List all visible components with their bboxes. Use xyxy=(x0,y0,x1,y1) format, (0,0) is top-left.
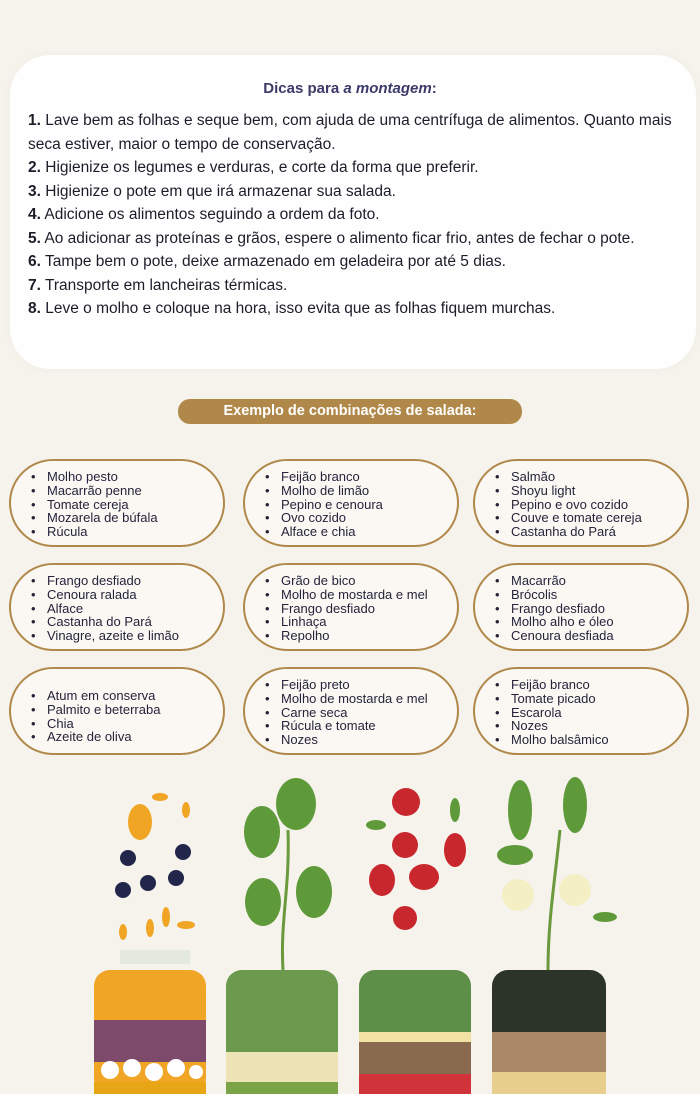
combo-ingredient: • Grão de bico xyxy=(267,574,428,588)
combo-ingredient: • Feijão branco xyxy=(267,470,383,484)
tips-title-suffix: : xyxy=(431,80,437,97)
tips-title xyxy=(0,80,700,97)
jar-1 xyxy=(94,793,206,1094)
tip-text: Adicione os alimentos seguindo a ordem da foto. xyxy=(40,206,380,223)
tip-number: 3. xyxy=(28,182,41,200)
tip-text: Higienize os legumes e verduras, e corte da forma que preferir. xyxy=(40,159,479,176)
combo-card xyxy=(473,667,689,755)
combo-ingredient: • Castanha do Pará xyxy=(497,525,642,539)
combo-ingredient: • Rúcula e tomate xyxy=(267,719,428,733)
tip-text: Higienize o pote em que irá armazenar sua salada. xyxy=(40,182,396,200)
combo-ingredient: • Shoyu light xyxy=(497,484,642,498)
tip-number: 4. xyxy=(28,206,41,223)
tips-title-prefix: Dicas para xyxy=(263,80,344,97)
combo-ingredient: • Molho pesto xyxy=(33,470,158,484)
tip-text: Lave bem as folhas e seque bem, com ajuda de uma centrífuga de alimentos. Quanto mais seca estiver, maior o tempo de conservação. xyxy=(28,112,672,153)
combo-ingredient: • Ovo cozido xyxy=(267,511,383,525)
combo-ingredient: • Feijão preto xyxy=(267,678,428,692)
combo-ingredient: • Brócolis xyxy=(497,588,614,602)
tips-title-emphasis: a montagem xyxy=(343,80,432,97)
combo-card xyxy=(9,459,225,547)
combo-ingredient: • Frango desfiado xyxy=(33,574,179,588)
combo-ingredient: • Tomate cereja xyxy=(33,498,158,512)
combo-ingredient: • Salmão xyxy=(497,470,642,484)
jar-3 xyxy=(359,788,471,1094)
tip-item xyxy=(28,109,693,156)
tip-item xyxy=(28,274,693,298)
combo-ingredient: • Molho de mostarda e mel xyxy=(267,588,428,602)
tip-item xyxy=(28,156,693,180)
combo-ingredient: • Pepino e ovo cozido xyxy=(497,498,642,512)
tip-item xyxy=(28,203,693,227)
combo-ingredient: • Chia xyxy=(33,717,160,731)
combo-ingredient: • Escarola xyxy=(497,706,609,720)
tip-number: 8. xyxy=(28,300,41,317)
tip-number: 7. xyxy=(28,276,41,294)
combo-card xyxy=(9,563,225,651)
combo-ingredient: • Cenoura desfiada xyxy=(497,629,614,643)
salad-jars-illustration xyxy=(0,770,700,1094)
combo-ingredient: • Castanha do Pará xyxy=(33,615,179,629)
combo-ingredient: • Nozes xyxy=(497,719,609,733)
combo-ingredient: • Frango desfiado xyxy=(497,602,614,616)
combo-ingredient: • Molho de mostarda e mel xyxy=(267,692,428,706)
tip-text: Leve o molho e coloque na hora, isso evita que as folhas fiquem murchas. xyxy=(40,300,556,317)
tips-list xyxy=(28,109,693,321)
tip-number: 6. xyxy=(28,253,41,270)
tip-number: 5. xyxy=(28,229,41,247)
combo-card xyxy=(473,459,689,547)
combo-card xyxy=(473,563,689,651)
combo-ingredient: • Palmito e beterraba xyxy=(33,703,160,717)
combo-ingredient: • Feijão branco xyxy=(497,678,609,692)
combo-ingredient: • Molho balsâmico xyxy=(497,733,609,747)
combo-ingredient: • Macarrão xyxy=(497,574,614,588)
tip-item xyxy=(28,297,693,321)
combo-ingredient: • Tomate picado xyxy=(497,692,609,706)
combo-ingredient: • Macarrão penne xyxy=(33,484,158,498)
tip-item xyxy=(28,227,693,251)
jar-4 xyxy=(492,777,617,1094)
combo-ingredient: • Alface xyxy=(33,602,179,616)
tip-item xyxy=(28,250,693,274)
combo-ingredient: • Nozes xyxy=(267,733,428,747)
combo-ingredient: • Frango desfiado xyxy=(267,602,428,616)
combos-banner: Exemplo de combinações de salada: xyxy=(178,399,522,424)
combo-ingredient: • Atum em conserva xyxy=(33,689,160,703)
combo-ingredient: • Repolho xyxy=(267,629,428,643)
combo-ingredient: • Vinagre, azeite e limão xyxy=(33,629,179,643)
tip-text: Tampe bem o pote, deixe armazenado em geladeira por até 5 dias. xyxy=(40,253,506,270)
tip-number: 2. xyxy=(28,159,41,176)
combo-ingredient: • Pepino e cenoura xyxy=(267,498,383,512)
combo-ingredient: • Linhaça xyxy=(267,615,428,629)
combo-ingredient: • Molho de limão xyxy=(267,484,383,498)
combo-ingredient: • Alface e chia xyxy=(267,525,383,539)
combo-card xyxy=(243,563,459,651)
tip-number: 1. xyxy=(28,112,41,129)
combo-card xyxy=(9,667,225,755)
combo-ingredient: • Mozarela de búfala xyxy=(33,511,158,525)
combo-ingredient: • Carne seca xyxy=(267,706,428,720)
combo-card xyxy=(243,667,459,755)
jar-2 xyxy=(226,778,338,1094)
combo-ingredient: • Azeite de oliva xyxy=(33,730,160,744)
tip-item xyxy=(28,180,693,204)
combo-card xyxy=(243,459,459,547)
combo-ingredient: • Couve e tomate cereja xyxy=(497,511,642,525)
tip-text: Transporte em lancheiras térmicas. xyxy=(40,276,288,294)
tip-text: Ao adicionar as proteínas e grãos, espere o alimento ficar frio, antes de fechar o pote. xyxy=(40,229,635,247)
combo-ingredient: • Rúcula xyxy=(33,525,158,539)
combo-ingredient: • Molho alho e óleo xyxy=(497,615,614,629)
combo-ingredient: • Cenoura ralada xyxy=(33,588,179,602)
